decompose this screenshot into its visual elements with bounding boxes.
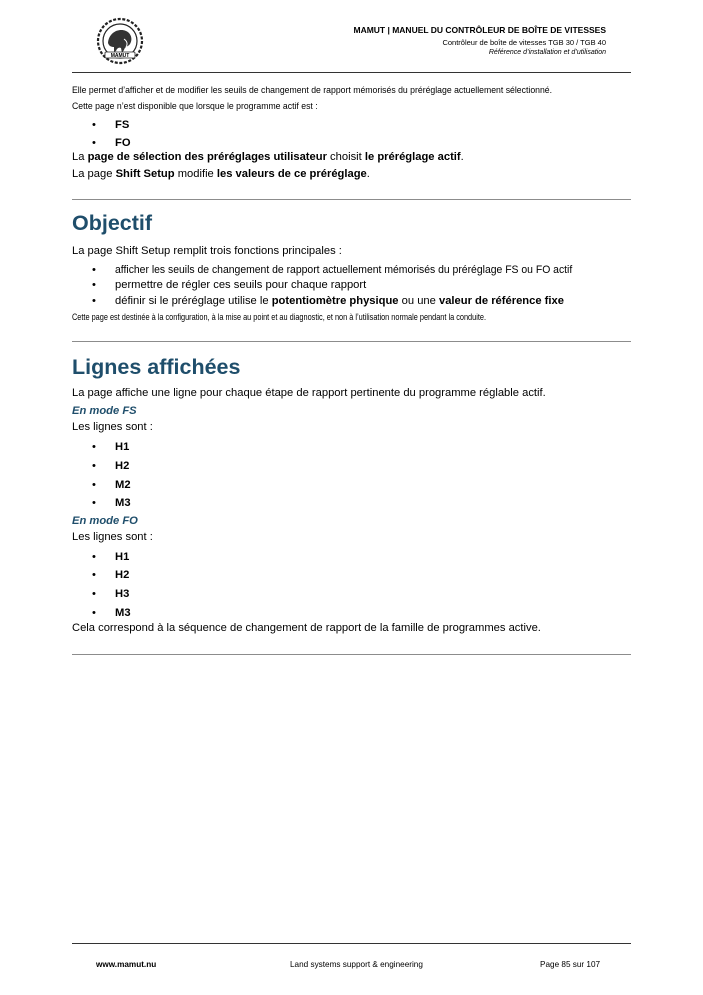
list-item: • M2 <box>92 479 131 491</box>
subheading-fs: En mode FS <box>72 405 137 417</box>
list-item: • permettre de régler ces seuils pour chaque rapport <box>92 279 367 291</box>
header-subtitle: Contrôleur de boîte de vitesses TGB 30 / TGB 40 <box>442 38 606 47</box>
footer-divider <box>72 943 631 944</box>
intro-paragraph-1: La page de sélection des préréglages utilisateur choisit le préréglage actif. <box>72 151 464 163</box>
lignes-lead: La page affiche une ligne pour chaque étape de rapport pertinente du programme réglable actif. <box>72 387 546 399</box>
objectif-note: Cette page est destinée à la configuration, à la mise au point et au diagnostic, et non à l’utilisation normale pendant la conduite. <box>72 312 487 322</box>
list-item: • H3 <box>92 588 130 600</box>
intro-line-2: Cette page n’est disponible que lorsque le programme actif est : <box>72 101 318 112</box>
list-item: • M3 <box>92 497 131 509</box>
intro-line-1: Elle permet d’afficher et de modifier les seuils de changement de rapport mémorisés du préréglage actuellement sélectionné. <box>72 85 553 96</box>
list-item: • H1 <box>92 441 130 453</box>
fo-lead: Les lignes sont : <box>72 531 153 543</box>
heading-objectif: Objectif <box>72 211 153 235</box>
header-divider <box>72 72 631 73</box>
list-item: • H2 <box>92 460 130 472</box>
mamut-logo <box>95 17 145 65</box>
footer-page-number: Page 85 sur 107 <box>540 960 601 969</box>
header-reference: Référence d’installation et d’utilisation <box>488 49 606 56</box>
section-divider <box>72 654 631 655</box>
svg-text:MAMUT: MAMUT <box>110 53 130 59</box>
list-item: • H2 <box>92 569 130 581</box>
list-item: • FO <box>92 137 131 149</box>
intro-paragraph-2: La page Shift Setup modifie les valeurs de ce préréglage. <box>72 168 370 180</box>
subheading-fo: En mode FO <box>72 515 138 527</box>
list-item: • H1 <box>92 551 130 563</box>
lignes-closing: Cela correspond à la séquence de changement de rapport de la famille de programmes active. <box>72 622 541 634</box>
list-item: • afficher les seuils de changement de rapport actuellement mémorisés du préréglage FS ou FO actif <box>92 264 573 276</box>
list-item: • M3 <box>92 607 131 619</box>
header-title: MAMUT | MANUEL DU CONTRÔLEUR DE BOÎTE DE VITESSES <box>353 25 606 35</box>
section-divider <box>72 199 631 200</box>
fs-lead: Les lignes sont : <box>72 421 153 433</box>
objectif-lead: La page Shift Setup remplit trois fonctions principales : <box>72 245 342 257</box>
list-item: • définir si le préréglage utilise le potentiomètre physique ou une valeur de référence fixe <box>92 295 564 307</box>
footer-tagline: Land systems support & engineering <box>290 960 423 969</box>
footer-website: www.mamut.nu <box>96 960 157 969</box>
list-item: • FS <box>92 119 130 131</box>
section-divider <box>72 341 631 342</box>
heading-lignes-affichees: Lignes affichées <box>72 355 241 379</box>
